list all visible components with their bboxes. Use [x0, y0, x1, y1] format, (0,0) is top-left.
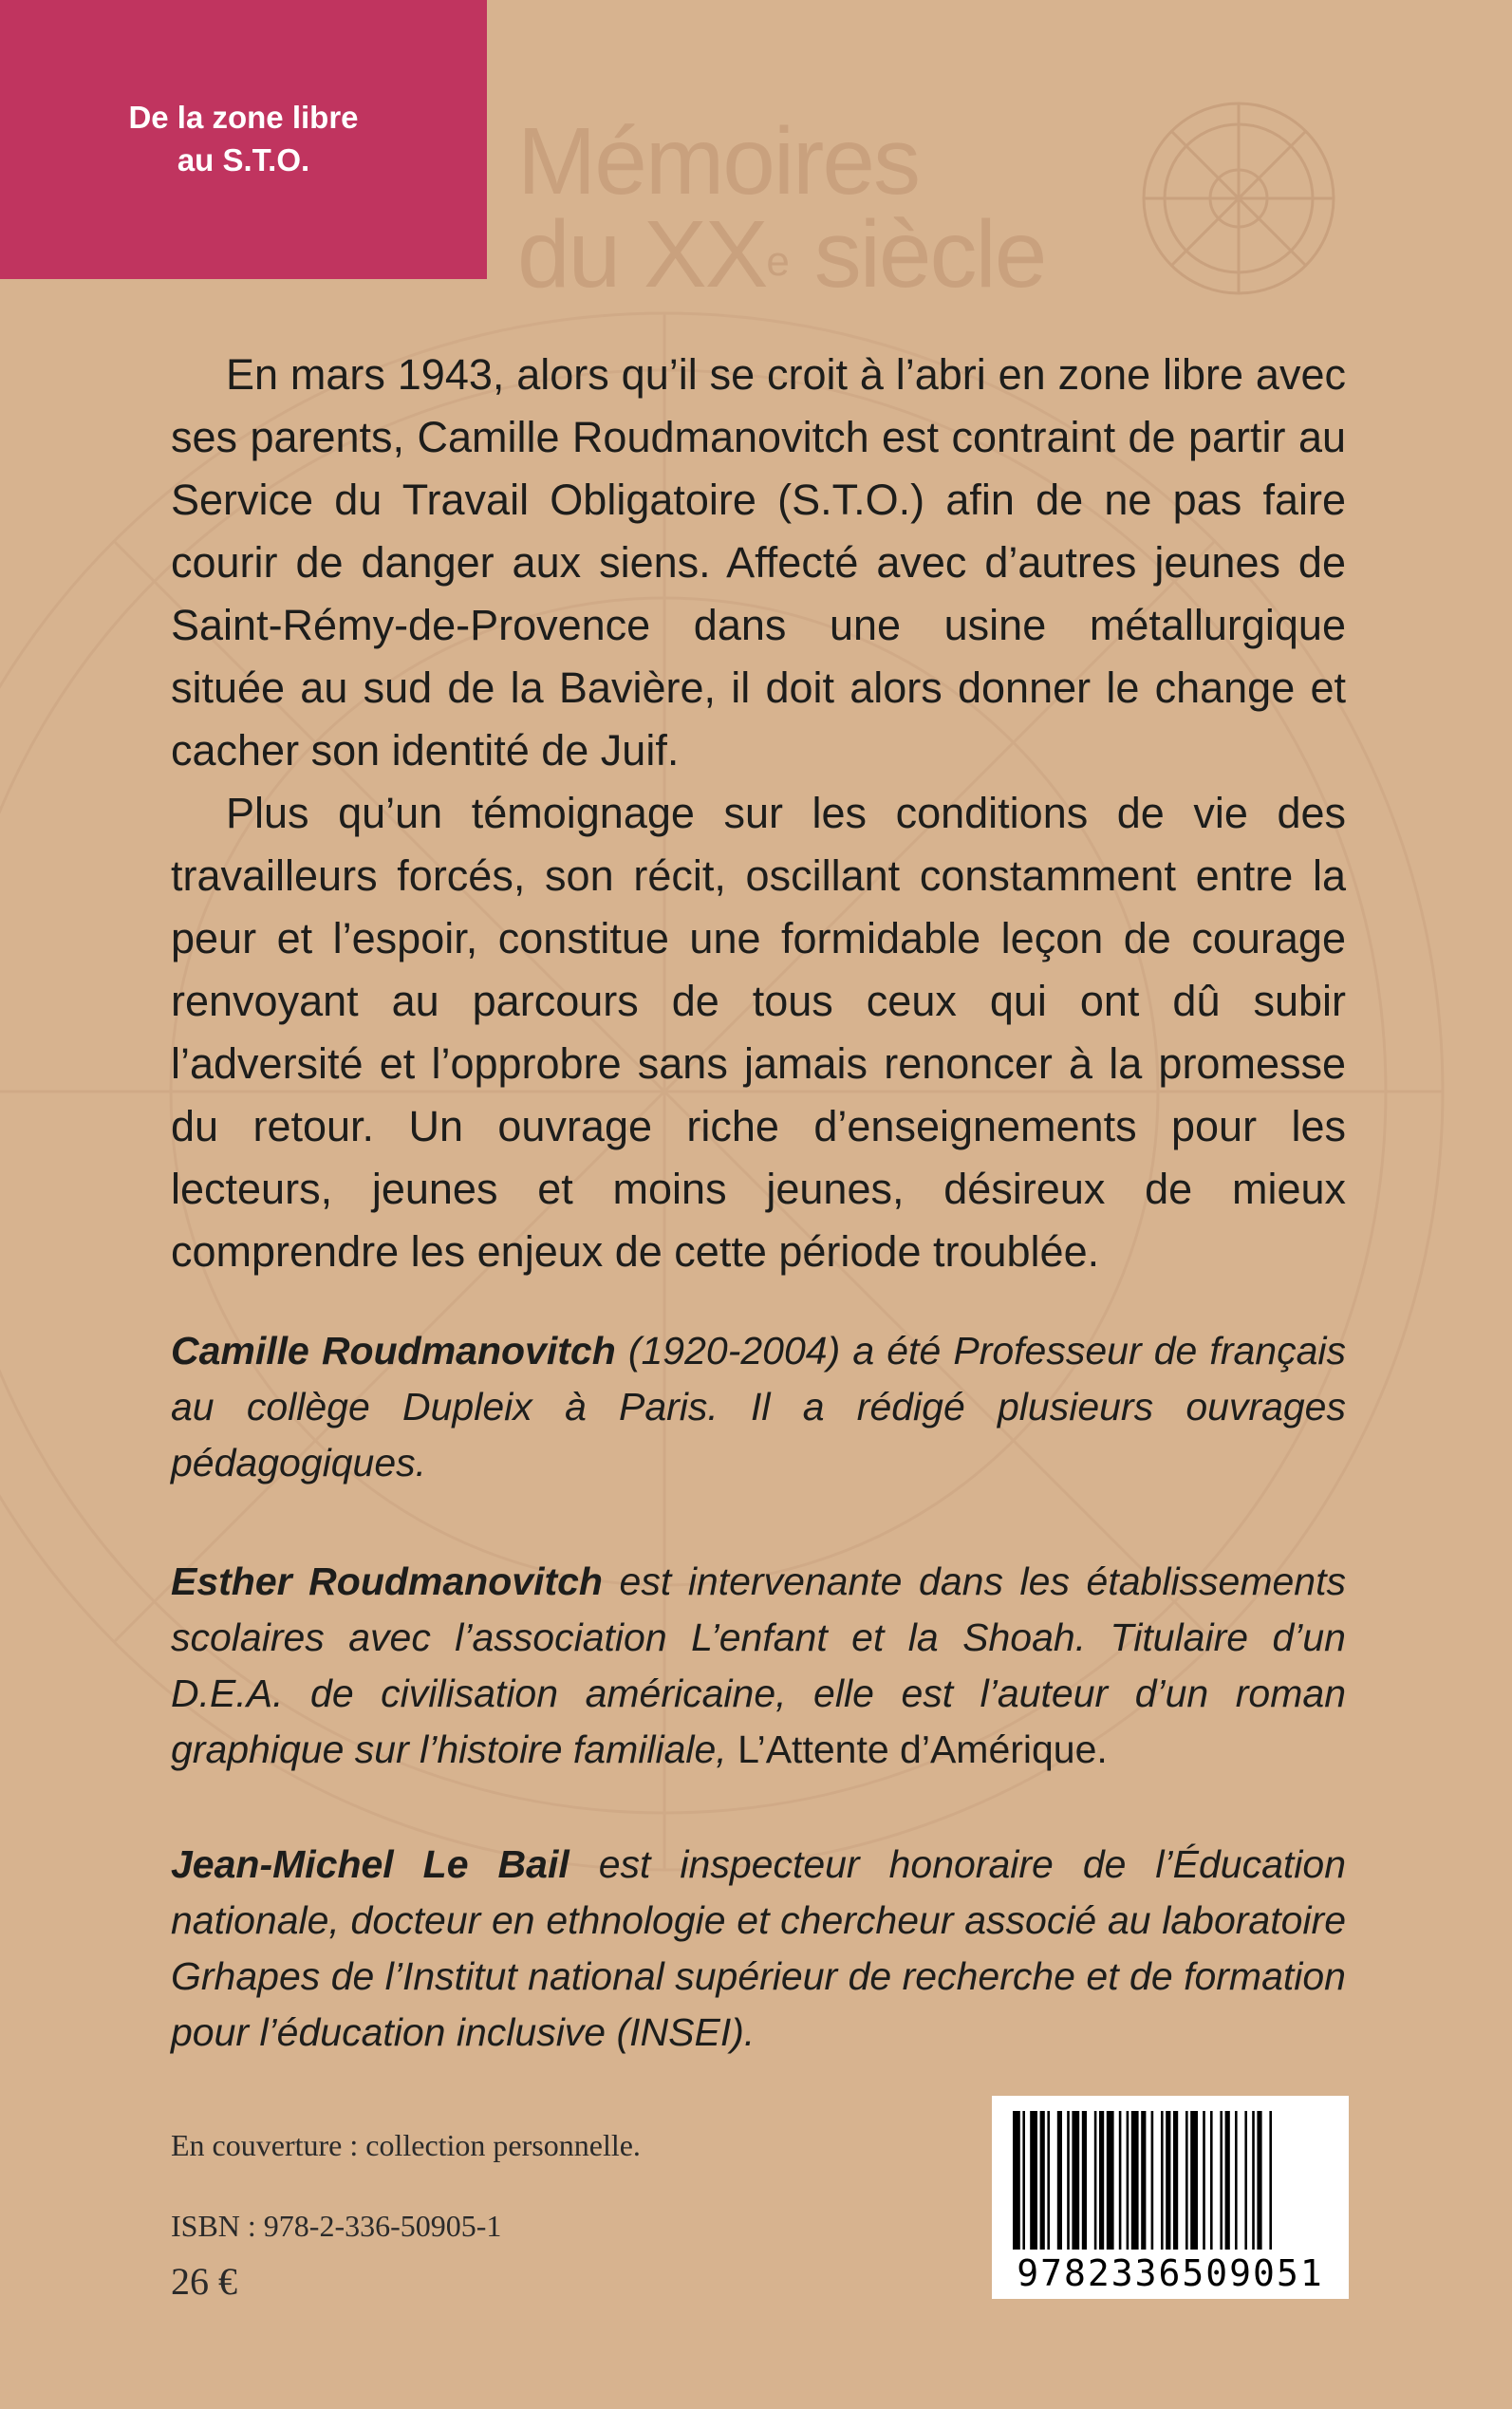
barcode-bar — [1244, 2111, 1247, 2250]
barcode-bar — [1107, 2111, 1114, 2250]
barcode-bar — [1151, 2111, 1154, 2250]
barcode-bar — [1131, 2111, 1139, 2250]
price: 26 € — [171, 2260, 237, 2303]
bio-book-title: L’Attente d’Amérique. — [726, 1727, 1108, 1771]
barcode-bar — [1030, 2111, 1037, 2250]
series-suffix: siècle — [789, 201, 1046, 308]
barcode-bar — [1082, 2111, 1087, 2250]
bio-author-name: Esther Roudmanovitch — [171, 1559, 603, 1603]
barcode-bar — [1067, 2111, 1070, 2250]
barcode-bar — [1185, 2111, 1188, 2250]
barcode-bar — [1119, 2111, 1122, 2250]
summary-paragraph-2: Plus qu’un témoignage sur les conditions de vie des travailleurs forcés, son récit, oscillant constamment entre la peur et l’espoir, constitue une formidable leçon de courage renvoyant au parcours de tous ceux qui ont dû subir l’adversité et l’opprobre sans jamais renoncer à la promesse du retour. Un ouvrage riche d’enseignements pour les lecteurs, jeunes et moins jeunes, désireux de mieux comprendre les enjeux de cette période troublée. — [171, 789, 1346, 1276]
bio-camille — [171, 1323, 1346, 1491]
isbn-number: ISBN : 978-2-336-50905-1 — [171, 2209, 502, 2243]
barcode-bar — [1047, 2111, 1050, 2250]
barcode-bars-icon — [992, 2096, 1349, 2257]
series-title — [517, 108, 1046, 308]
barcode-bar — [1257, 2111, 1261, 2250]
barcode-bar — [1235, 2111, 1238, 2250]
barcode-bar — [1210, 2111, 1213, 2250]
barcode-bar — [1225, 2111, 1230, 2250]
summary-paragraph-1: En mars 1943, alors qu’il se croit à l’abri en zone libre avec ses parents, Camille Roudmanovitch est contraint de partir au Service du Travail Obligatoire (S.T.O.) afin de ne pas faire courir de danger aux siens. Affecté avec d’autres jeunes de Saint-Rémy-de-Provence dans une usine métallurgique située au sud de la Bavière, il doit alors donner le change et cacher son identité de Juif. — [171, 350, 1346, 775]
barcode — [992, 2096, 1349, 2299]
barcode-bar — [1269, 2111, 1272, 2250]
barcode-bar — [1127, 2111, 1129, 2250]
series-prefix: du XX — [517, 201, 767, 308]
barcode-digits: 9782336509051 — [1017, 2252, 1324, 2294]
barcode-bar — [1203, 2111, 1205, 2250]
barcode-bar — [1022, 2111, 1025, 2250]
tag-line-2: au S.T.O. — [177, 142, 310, 177]
barcode-bar — [1072, 2111, 1079, 2250]
barcode-bar — [1141, 2111, 1146, 2250]
series-title-line-1: Mémoires — [517, 108, 919, 215]
barcode-bar — [1173, 2111, 1178, 2250]
barcode-bar — [1040, 2111, 1045, 2250]
bio-jean-michel — [171, 1837, 1346, 2061]
barcode-bar — [1220, 2111, 1223, 2250]
barcode-bar — [1252, 2111, 1255, 2250]
series-superscript: e — [766, 238, 790, 285]
barcode-bar — [1161, 2111, 1164, 2250]
bio-esther — [171, 1554, 1346, 1778]
barcode-bar — [1013, 2111, 1020, 2250]
bio-author-name: Camille Roudmanovitch — [171, 1329, 616, 1373]
barcode-bar — [1099, 2111, 1104, 2250]
clock-emblem-icon — [1137, 97, 1341, 301]
series-title-line-2 — [517, 201, 1046, 308]
barcode-bar — [1190, 2111, 1198, 2250]
summary-text — [171, 344, 1346, 1283]
cover-credit: En couverture : collection personnelle. — [171, 2128, 641, 2162]
bio-text: (1920-2004) a été Professeur de français au collège Dupleix à Paris. Il a rédigé plusieurs ouvrages pédagogiques. — [171, 1329, 1346, 1485]
bio-text: est inspecteur honoraire de l’Éducation nationale, docteur en ethnologie et chercheur associé au laboratoire Grhapes de l’Institut national supérieur de recherche et de formation pour l’éducation inclusive (INSEI). — [171, 1842, 1346, 2054]
bio-author-name: Jean-Michel Le Bail — [171, 1842, 569, 1886]
bio-text: est intervenante dans les établissements scolaires avec l’association L’enfant et la Shoah. Titulaire d’un D.E.A. de civilisation américaine, elle est l’auteur d’un roman graphique sur l’histoire familiale, — [171, 1559, 1346, 1771]
barcode-bar — [1094, 2111, 1097, 2250]
barcode-bar — [1166, 2111, 1170, 2250]
collection-tag — [0, 0, 487, 279]
tag-line-1: De la zone libre — [128, 100, 359, 135]
barcode-bar — [1057, 2111, 1062, 2250]
